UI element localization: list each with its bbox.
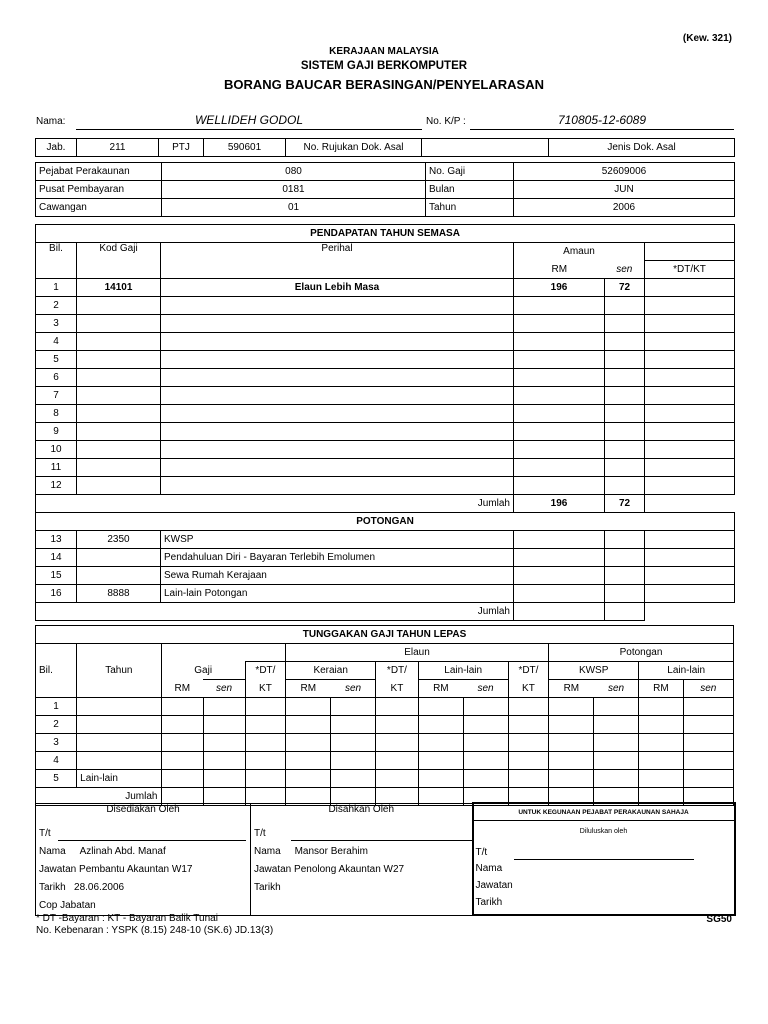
t-col-keraian: Keraian bbox=[286, 662, 376, 680]
t-rm: RM bbox=[161, 680, 203, 698]
table-row bbox=[36, 716, 734, 734]
jab-ptj-table bbox=[35, 138, 735, 157]
t-col-dt3: *DT/ bbox=[508, 662, 548, 680]
jawatan-value-1: Pembantu Akauntan W17 bbox=[79, 864, 193, 876]
nama-label-2: Nama bbox=[254, 846, 281, 858]
pejabat-label: Pejabat Perakaunan bbox=[36, 163, 162, 181]
t-kt2: KT bbox=[376, 680, 418, 698]
jawatan-label-2: Jawatan bbox=[254, 864, 292, 876]
row-bil: 15 bbox=[36, 567, 77, 585]
table-row bbox=[36, 315, 735, 333]
t-rm: RM bbox=[286, 680, 331, 698]
tarikh-label-1: Tarikh bbox=[39, 881, 66, 893]
col-dtkt-top bbox=[645, 243, 735, 261]
form-code: (Kew. 321) bbox=[682, 33, 732, 44]
table-row bbox=[36, 585, 735, 603]
col-kod-gaji: Kod Gaji bbox=[77, 243, 161, 279]
tunggakan-title: TUNGGAKAN GAJI TAHUN LEPAS bbox=[36, 626, 734, 644]
elaun-header: Elaun bbox=[286, 644, 549, 662]
col-perihal: Perihal bbox=[161, 243, 514, 279]
pejabat-value: 080 bbox=[162, 163, 426, 181]
col-dtkt: *DT/KT bbox=[645, 261, 735, 279]
tahun-label: Tahun bbox=[426, 199, 514, 217]
footnote-1: * DT -Bayaran : KT - Bayaran Balik Tunai bbox=[36, 913, 218, 924]
table-row bbox=[36, 549, 735, 567]
row-bil: 8 bbox=[36, 405, 77, 423]
nogaji-value: 52609006 bbox=[514, 163, 735, 181]
nogaji-label: No. Gaji bbox=[426, 163, 514, 181]
col-amaun: Amaun bbox=[514, 243, 645, 261]
table-row bbox=[36, 279, 735, 297]
pendapatan-jumlah-rm: 196 bbox=[514, 495, 605, 513]
table-row bbox=[36, 734, 734, 752]
potongan-header: Potongan bbox=[549, 644, 734, 662]
t-sen: sen bbox=[683, 680, 733, 698]
t-sen: sen bbox=[203, 680, 245, 698]
t-rm: RM bbox=[639, 680, 683, 698]
disahkan-label: Disahkan Oleh bbox=[251, 803, 473, 825]
table-row bbox=[36, 441, 735, 459]
potongan-jumlah-label: Jumlah bbox=[36, 603, 514, 621]
tt-label-3: T/t bbox=[475, 847, 488, 858]
jab-label: Jab. bbox=[36, 139, 77, 157]
diluluskan-label: Diluluskan oleh bbox=[579, 828, 628, 835]
tarikh-value-1: 28.06.2006 bbox=[74, 881, 125, 893]
row-rm: 196 bbox=[514, 279, 605, 297]
table-row bbox=[36, 770, 734, 788]
row-bil: 4 bbox=[36, 752, 77, 770]
t-kt3: KT bbox=[508, 680, 548, 698]
tarikh-label-2: Tarikh bbox=[254, 881, 281, 893]
table-row bbox=[36, 752, 734, 770]
t-sen: sen bbox=[463, 680, 508, 698]
table-row bbox=[36, 405, 735, 423]
tunggakan-jumlah-label: Jumlah bbox=[36, 788, 162, 806]
nama-underline bbox=[76, 129, 422, 130]
row-dtkt bbox=[645, 279, 735, 297]
t-col-gaji: Gaji bbox=[161, 662, 245, 680]
row-lainlain-label: Lain-lain bbox=[77, 770, 161, 788]
kp-underline bbox=[470, 129, 734, 130]
row-bil: 4 bbox=[36, 333, 77, 351]
pendapatan-table bbox=[35, 224, 735, 621]
bulan-value: JUN bbox=[514, 181, 735, 199]
bulan-label: Bulan bbox=[426, 181, 514, 199]
table-row bbox=[36, 459, 735, 477]
row-bil: 2 bbox=[36, 297, 77, 315]
table-row bbox=[36, 297, 735, 315]
cop-jabatan-label: Cop Jabatan bbox=[36, 896, 251, 915]
row-kod: 2350 bbox=[77, 531, 161, 549]
table-row bbox=[36, 531, 735, 549]
t-sen: sen bbox=[331, 680, 376, 698]
t-col-dt1: *DT/ bbox=[245, 662, 285, 680]
tarikh-label-3: Tarikh bbox=[475, 897, 503, 908]
pusat-label: Pusat Pembayaran bbox=[36, 181, 162, 199]
tt-label-1: T/t bbox=[39, 828, 51, 840]
t-col-kwsp: KWSP bbox=[549, 662, 639, 680]
t-col-dt2: *DT/ bbox=[376, 662, 418, 680]
jawatan-label-3: Jawatan bbox=[475, 880, 513, 891]
kp-value: 710805-12-6089 bbox=[557, 113, 647, 127]
jenis-label: Jenis Dok. Asal bbox=[549, 139, 735, 157]
table-row bbox=[36, 351, 735, 369]
signoff-table bbox=[35, 802, 736, 916]
footnote-2: No. Kebenaran : YSPK (8.15) 248-10 (SK.6) JD.13(3) bbox=[36, 925, 274, 936]
rujukan-label: No. Rujukan Dok. Asal bbox=[286, 139, 422, 157]
rujukan-value bbox=[422, 139, 549, 157]
table-row bbox=[36, 477, 735, 495]
row-kod: 8888 bbox=[77, 585, 161, 603]
row-perihal: Elaun Lebih Masa bbox=[161, 279, 514, 297]
col-sen: sen bbox=[605, 261, 645, 279]
row-bil: 5 bbox=[36, 351, 77, 369]
header-line-2: SISTEM GAJI BERKOMPUTER bbox=[300, 60, 468, 72]
t-kt1: KT bbox=[245, 680, 285, 698]
row-bil: 5 bbox=[36, 770, 77, 788]
row-bil: 12 bbox=[36, 477, 77, 495]
row-perihal: KWSP bbox=[161, 531, 514, 549]
cawangan-label: Cawangan bbox=[36, 199, 162, 217]
row-bil: 3 bbox=[36, 734, 77, 752]
row-bil: 6 bbox=[36, 369, 77, 387]
disediakan-label: Disediakan Oleh bbox=[36, 803, 251, 825]
jawatan-value-2: Penolong Akauntan W27 bbox=[294, 864, 405, 876]
row-kod bbox=[77, 549, 161, 567]
t-col-lainlain: Lain-lain bbox=[418, 662, 508, 680]
t-col-tahun: Tahun bbox=[77, 662, 161, 680]
row-bil: 9 bbox=[36, 423, 77, 441]
form-number: SG50 bbox=[706, 914, 732, 925]
pendapatan-jumlah-sen: 72 bbox=[605, 495, 645, 513]
table-row bbox=[36, 698, 734, 716]
potongan-title: POTONGAN bbox=[36, 513, 735, 531]
row-bil: 1 bbox=[36, 279, 77, 297]
kp-label: No. K/P : bbox=[426, 116, 466, 127]
nama-value-2: Mansor Berahim bbox=[294, 846, 368, 858]
tahun-value: 2006 bbox=[514, 199, 735, 217]
row-perihal: Sewa Rumah Kerajaan bbox=[161, 567, 514, 585]
nama-label: Nama: bbox=[36, 116, 66, 127]
nama-label-1: Nama bbox=[39, 846, 66, 858]
row-bil: 3 bbox=[36, 315, 77, 333]
pendapatan-title: PENDAPATAN TAHUN SEMASA bbox=[36, 225, 735, 243]
table-row bbox=[36, 567, 735, 585]
row-bil: 14 bbox=[36, 549, 77, 567]
col-bil: Bil. bbox=[36, 243, 77, 279]
row-kod: 14101 bbox=[77, 279, 161, 297]
t-sen: sen bbox=[594, 680, 639, 698]
t-col-lainlain-pot: Lain-lain bbox=[639, 662, 734, 680]
form-title: BORANG BAUCAR BERASINGAN/PENYELARASAN bbox=[224, 77, 544, 92]
pusat-value: 0181 bbox=[162, 181, 426, 199]
t-col-bil: Bil. bbox=[36, 662, 77, 680]
table-row bbox=[36, 423, 735, 441]
row-bil: 2 bbox=[36, 716, 77, 734]
row-bil: 10 bbox=[36, 441, 77, 459]
jawatan-label-1: Jawatan bbox=[39, 864, 77, 876]
col-rm: RM bbox=[514, 261, 605, 279]
cawangan-value: 01 bbox=[162, 199, 426, 217]
row-kod bbox=[77, 567, 161, 585]
untuk-label: UNTUK KEGUNAAN PEJABAT PERAKAUNAN SAHAJA bbox=[518, 809, 689, 816]
row-bil: 16 bbox=[36, 585, 77, 603]
tunggakan-table bbox=[35, 625, 734, 806]
tt-label-2: T/t bbox=[254, 828, 266, 840]
table-row bbox=[36, 333, 735, 351]
t-rm: RM bbox=[418, 680, 463, 698]
table-row bbox=[36, 369, 735, 387]
row-bil: 13 bbox=[36, 531, 77, 549]
row-bil: 11 bbox=[36, 459, 77, 477]
nama-value: WELLIDEH GODOL bbox=[194, 113, 304, 127]
row-bil: 7 bbox=[36, 387, 77, 405]
ptj-value: 590601 bbox=[204, 139, 286, 157]
pendapatan-jumlah-label: Jumlah bbox=[36, 495, 514, 513]
jab-value: 211 bbox=[77, 139, 159, 157]
row-sen: 72 bbox=[605, 279, 645, 297]
row-perihal: Pendahuluan Diri - Bayaran Terlebih Emolumen bbox=[161, 549, 514, 567]
row-bil: 1 bbox=[36, 698, 77, 716]
nama-label-3: Nama bbox=[475, 863, 503, 874]
office-info-table bbox=[35, 162, 735, 217]
ptj-label: PTJ bbox=[159, 139, 204, 157]
nama-value-1: Azlinah Abd. Manaf bbox=[79, 846, 166, 858]
table-row bbox=[36, 387, 735, 405]
row-perihal: Lain-lain Potongan bbox=[161, 585, 514, 603]
t-rm: RM bbox=[549, 680, 594, 698]
header-line-1: KERAJAAN MALAYSIA bbox=[329, 46, 439, 57]
